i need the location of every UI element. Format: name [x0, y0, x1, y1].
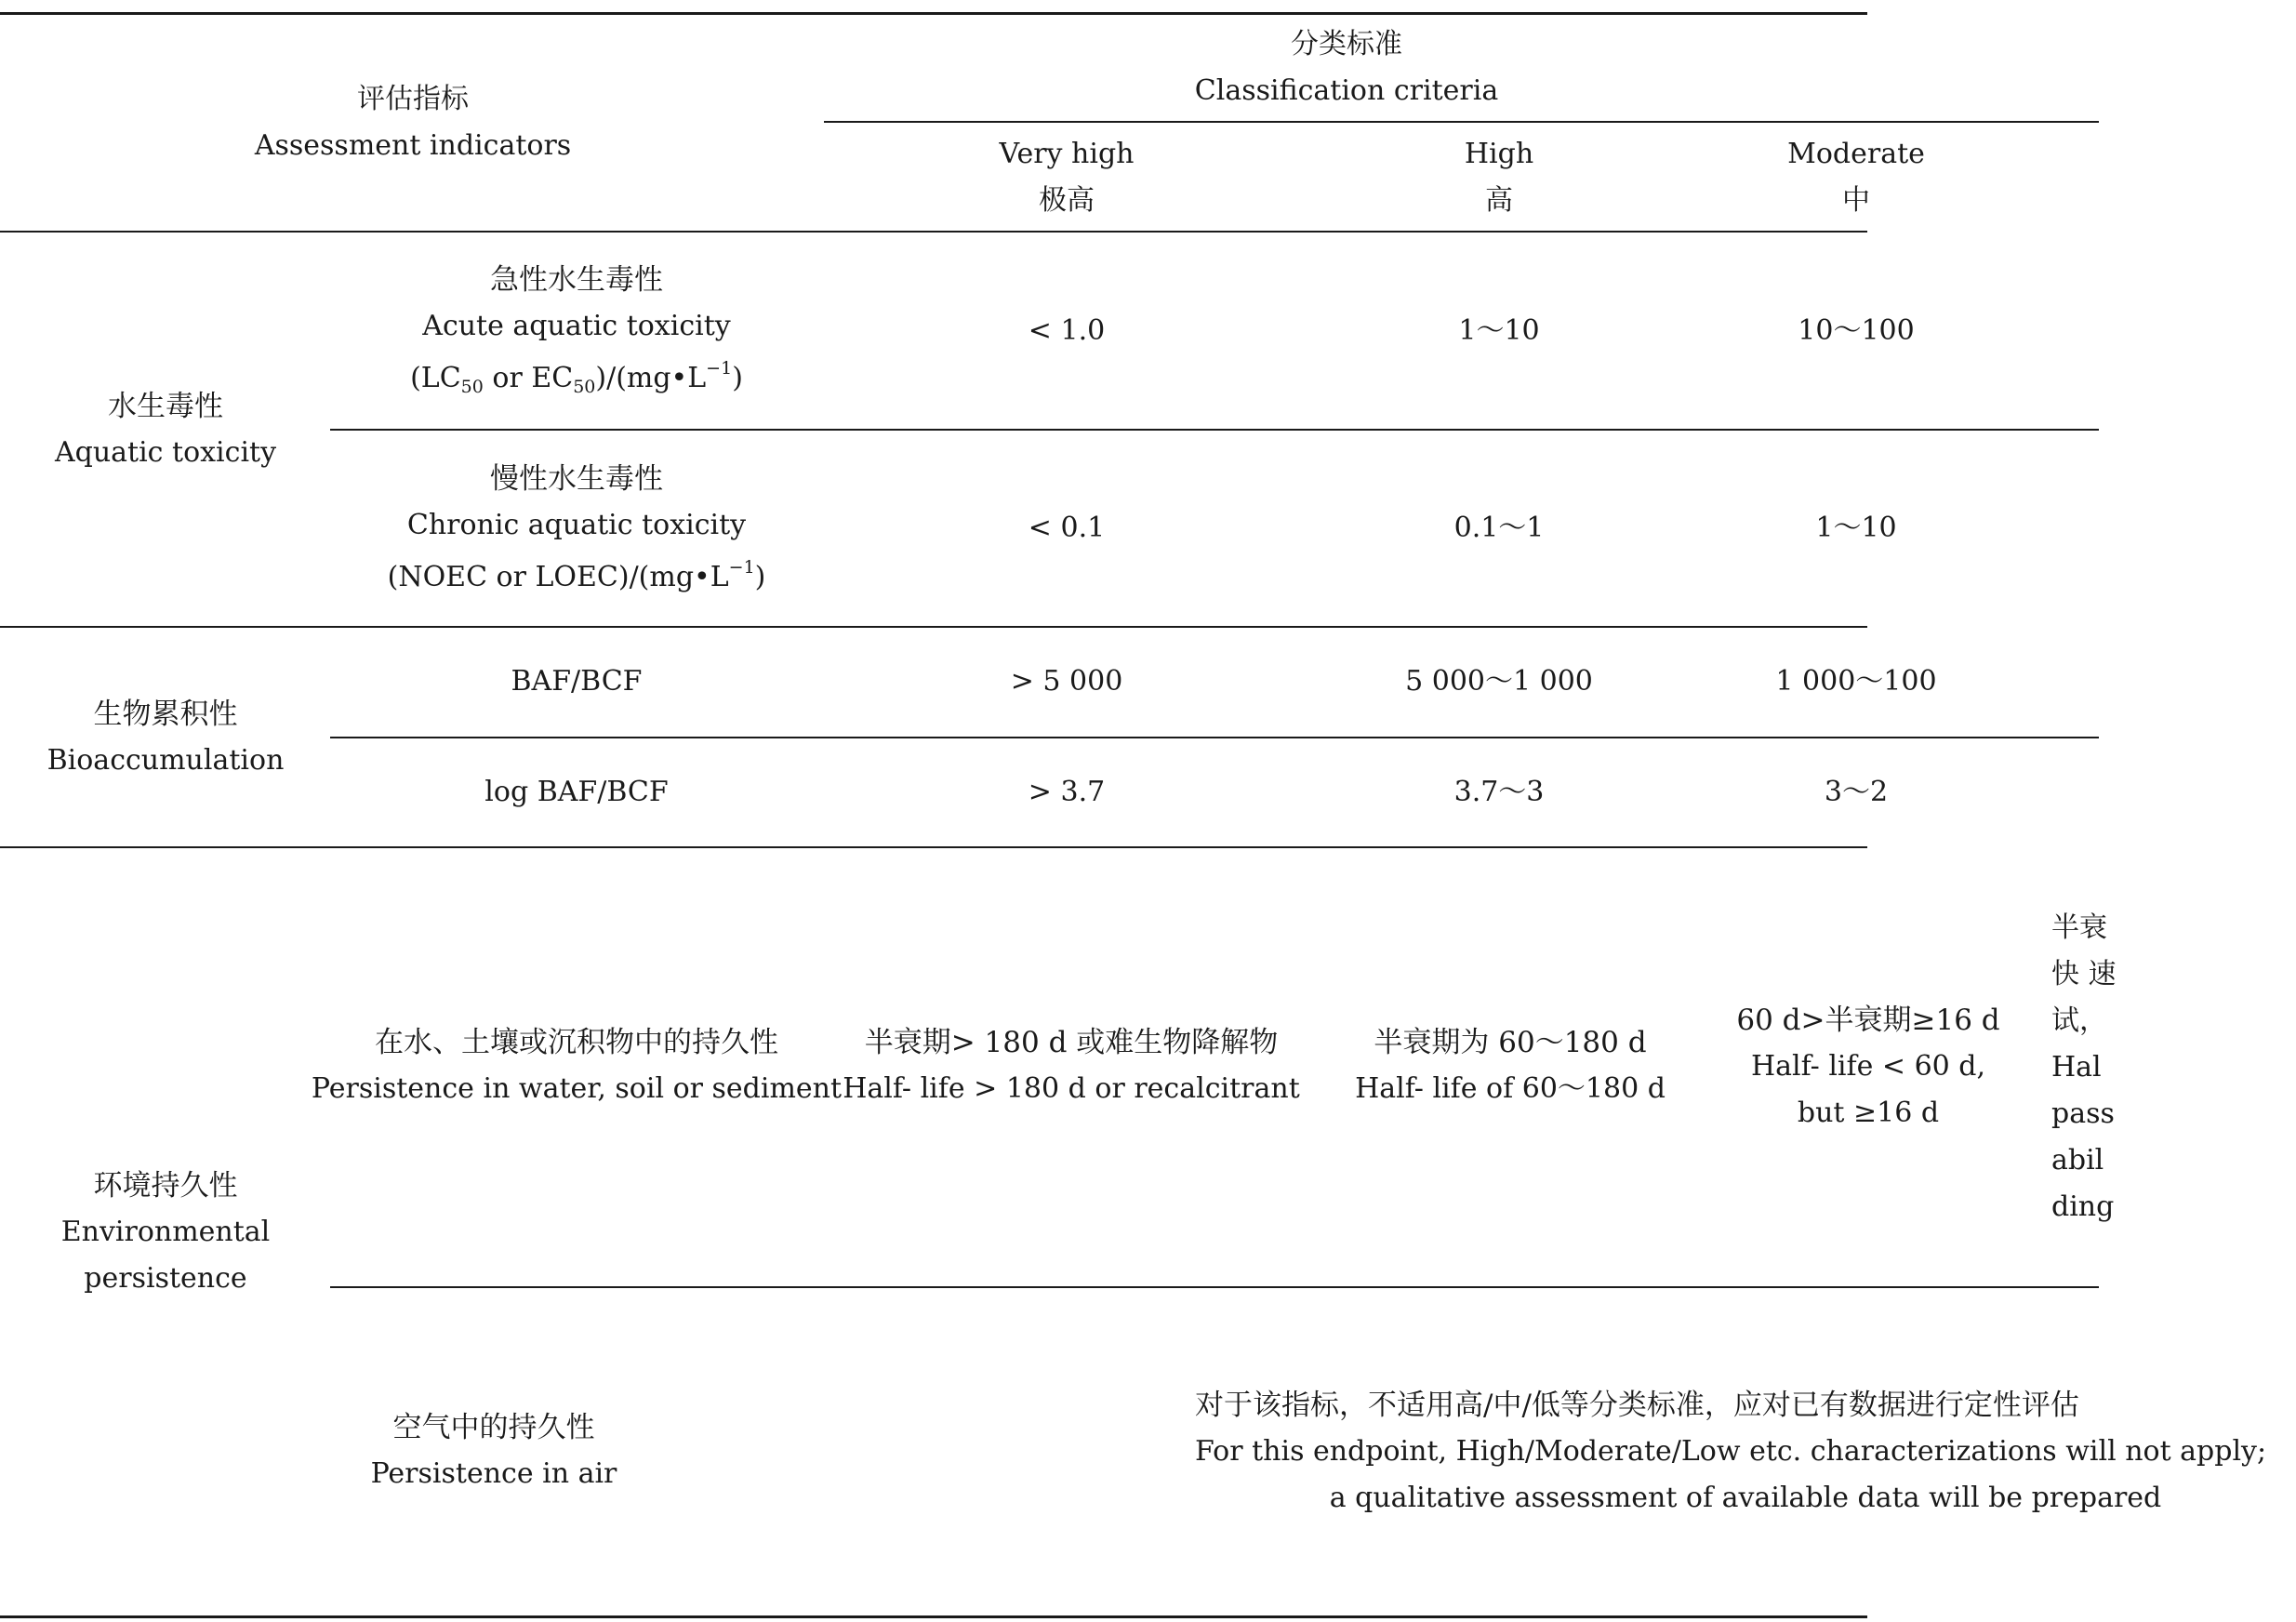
header-level-en: Very high — [999, 138, 1135, 170]
unit-text: (LC — [410, 362, 461, 394]
row-label-en: Acute aquatic toxicity — [422, 310, 731, 342]
cell-chronic-moderate: 1～10 — [1815, 512, 1897, 544]
cell-water-moderate — [1736, 997, 1999, 1137]
note-en: For this endpoint, High/Moderate/Low etc. characterizations will not apply; — [1195, 1435, 2267, 1468]
table-top-rule — [0, 12, 1867, 15]
category-zh: 生物累积性 — [93, 698, 238, 731]
row-unit — [410, 355, 743, 402]
cell-line: but ≥16 d — [1797, 1097, 1940, 1129]
header-indicators — [255, 76, 571, 169]
cell-baf-high: 5 000～1 000 — [1405, 665, 1593, 698]
cell-water-low-clipped — [2051, 905, 2117, 1230]
row-label-zh: 在水、土壤或沉积物中的持久性 — [374, 1026, 778, 1059]
category-zh: 水生毒性 — [107, 390, 223, 423]
unit-text: )/(mg•L — [595, 362, 707, 394]
row-air-label — [371, 1404, 617, 1497]
unit-subscript: 50 — [573, 377, 596, 397]
cell-acute-high: 1～10 — [1458, 314, 1540, 347]
row-unit — [388, 554, 766, 601]
cell-baf-very-high: > 5 000 — [1010, 665, 1123, 698]
cell-acute-moderate: 10～100 — [1798, 314, 1915, 347]
category-en: Bioaccumulation — [46, 744, 285, 777]
category-aquatic-toxicity — [55, 383, 276, 476]
persist-divider-rule — [330, 1286, 2099, 1288]
cell-chronic-very-high: < 0.1 — [1028, 512, 1106, 544]
criteria-header-rule — [824, 121, 2099, 123]
unit-superscript: −1 — [728, 557, 755, 578]
category-en: Environmental — [60, 1216, 271, 1248]
header-criteria — [1195, 21, 1498, 114]
cell-water-high — [1355, 1019, 1666, 1112]
category-zh: 环境持久性 — [93, 1169, 238, 1203]
row-baf-label: BAF/BCF — [511, 665, 643, 698]
clipped-line: ding — [2051, 1190, 2115, 1223]
row-label-zh: 慢性水生毒性 — [489, 462, 663, 496]
category-en: persistence — [84, 1262, 247, 1295]
cell-logbaf-high: 3.7～3 — [1453, 776, 1545, 808]
header-level-zh: 高 — [1484, 184, 1513, 217]
cell-logbaf-very-high: > 3.7 — [1028, 776, 1106, 808]
unit-text: (NOEC or LOEC)/(mg•L — [387, 561, 729, 593]
clipped-line: 半衰 — [2051, 911, 2107, 944]
header-level-high — [1465, 131, 1533, 224]
bioacc-divider-rule — [330, 737, 2099, 738]
row-label-en: Persistence in water, soil or sediment — [311, 1072, 843, 1105]
header-level-en: Moderate — [1787, 138, 1925, 170]
clipped-line: Hal — [2051, 1051, 2102, 1084]
header-bottom-rule — [0, 231, 1867, 233]
note-en: a qualitative assessment of available data will be prepared — [1329, 1482, 2162, 1514]
aquatic-bottom-rule — [0, 626, 1867, 628]
cell-zh: 半衰期> 180 d 或难生物降解物 — [864, 1026, 1279, 1059]
row-label-en: Chronic aquatic toxicity — [406, 509, 747, 541]
cell-chronic-high: 0.1～1 — [1453, 512, 1545, 544]
header-indicators-en: Assessment indicators — [254, 129, 572, 162]
cell-baf-moderate: 1 000～100 — [1775, 665, 1937, 698]
row-label-en: Persistence in air — [370, 1457, 617, 1490]
cell-line: 60 d>半衰期≥16 d — [1736, 1004, 2000, 1037]
cell-water-very-high — [843, 1019, 1300, 1112]
header-level-very-high — [1000, 131, 1135, 224]
row-chronic-label — [388, 456, 766, 601]
table-bottom-rule — [0, 1615, 1867, 1618]
cell-zh: 半衰期为 60～180 d — [1374, 1026, 1647, 1059]
unit-superscript: −1 — [706, 358, 733, 379]
row-acute-label — [410, 257, 743, 402]
category-bioaccumulation — [47, 691, 285, 784]
header-indicators-zh: 评估指标 — [357, 83, 469, 115]
clipped-line: pass — [2051, 1097, 2115, 1130]
note-zh: 对于该指标，不适用高/中/低等分类标准，应对已有数据进行定性评估 — [1195, 1389, 2079, 1422]
cell-en: Half- life > 180 d or recalcitrant — [843, 1072, 1300, 1105]
cell-acute-very-high: < 1.0 — [1028, 314, 1106, 347]
bioacc-bottom-rule — [0, 846, 1867, 848]
unit-subscript: 50 — [460, 377, 484, 397]
clipped-line: 试， — [2051, 1004, 2107, 1037]
cell-air-note — [1195, 1382, 2296, 1522]
clipped-line: 快 速 — [2051, 958, 2117, 990]
row-label-zh: 空气中的持久性 — [392, 1411, 595, 1444]
unit-text: or EC — [483, 362, 574, 394]
cell-logbaf-moderate: 3～2 — [1824, 776, 1889, 808]
header-criteria-zh: 分类标准 — [1291, 28, 1402, 60]
aquatic-divider-rule — [330, 429, 2099, 431]
row-label-zh: 急性水生毒性 — [489, 263, 663, 297]
row-water-label — [312, 1019, 842, 1112]
header-level-zh: 中 — [1842, 184, 1870, 217]
row-logbaf-label: log BAF/BCF — [484, 776, 669, 808]
cell-en: Half- life of 60～180 d — [1355, 1072, 1666, 1105]
category-en: Aquatic toxicity — [54, 436, 277, 469]
cell-line: Half- life < 60 d, — [1750, 1050, 1986, 1083]
category-environmental-persistence — [61, 1163, 271, 1302]
unit-text: ) — [732, 362, 743, 394]
header-criteria-en: Classification criteria — [1194, 74, 1499, 107]
clipped-line: abil — [2051, 1144, 2104, 1177]
header-level-en: High — [1464, 138, 1534, 170]
unit-text: ) — [754, 561, 766, 593]
header-level-moderate — [1787, 131, 1925, 224]
header-level-zh: 极高 — [1039, 184, 1095, 217]
